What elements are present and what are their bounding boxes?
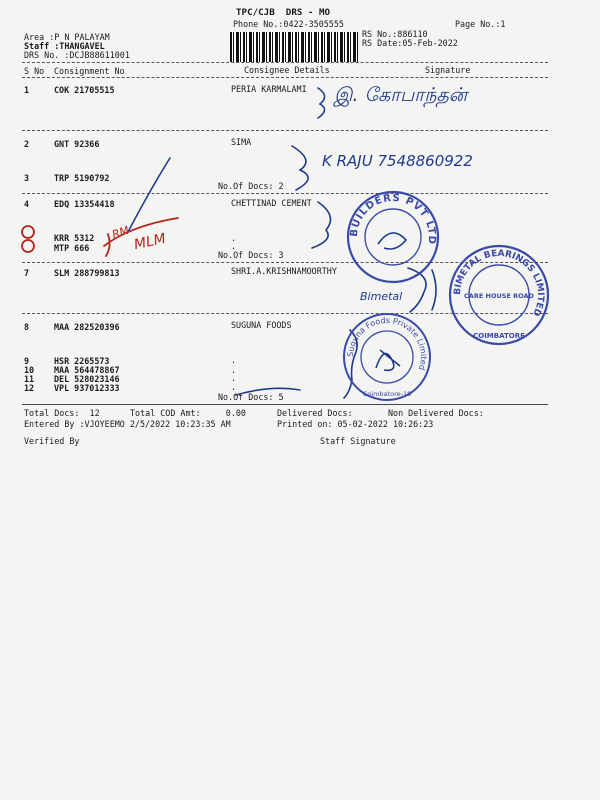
stamp-city-text: COIMBATORE <box>473 332 525 340</box>
row-sno: 7 <box>24 268 30 278</box>
bracket-mark <box>292 146 308 190</box>
red-circle-mark <box>22 240 34 252</box>
row-sno: 1 <box>24 85 30 95</box>
bracket-mark <box>312 202 331 248</box>
row-consignment: EDQ 13354418 <box>54 199 115 209</box>
printed-on: Printed on: 05-02-2022 10:26:23 <box>277 419 434 429</box>
non-delivered-docs: Non Delivered Docs: <box>388 408 484 418</box>
area-field: Area :P N PALAYAM <box>24 32 110 42</box>
row-sno: 3 <box>24 173 30 183</box>
row-consignee: SIMA <box>231 137 252 147</box>
row-consignee: SHRI.A.KRISHNAMOORTHY <box>231 266 337 276</box>
pen-stroke <box>236 388 300 395</box>
row-sno: 2 <box>24 139 30 149</box>
row-sno: 9 <box>24 356 30 366</box>
group-doc-count: No.Of Docs: 2 <box>218 181 284 191</box>
row-consignee: CHETTINAD CEMENT <box>231 198 312 208</box>
staff-field: Staff :THANGAVEL <box>24 41 105 51</box>
row-sno: 10 <box>24 365 35 375</box>
stamp-ring-text: BIMETAL BEARINGS LIMITED <box>452 248 546 318</box>
row-sno: 12 <box>24 383 35 393</box>
document-title: TPC/CJB DRS - MO <box>236 7 331 18</box>
suguna-foods-stamp <box>340 310 434 404</box>
col-consignee-header: Consignee Details <box>244 65 330 75</box>
row-consignee: . <box>231 365 237 375</box>
page-number: Page No.:1 <box>455 19 506 29</box>
stamp-city-text: Coimbatore-18 <box>362 390 412 398</box>
drs-number: DRS No. :DCJB88611001 <box>24 50 130 60</box>
verified-by: Verified By <box>24 436 80 446</box>
row-consignee: . <box>231 373 237 383</box>
bimetal-bearings-stamp <box>446 242 552 348</box>
svg-text:BUILDERS PVT LTD <box>349 193 437 246</box>
total-docs: Total Docs: 12 <box>24 408 100 418</box>
handwritten-red-mlm: MLM <box>132 230 168 254</box>
handwritten-red-rm: RM <box>110 223 131 242</box>
handwritten-tamil-signature: இ. கோபாந்தன் <box>334 84 468 106</box>
row-consignment: VPL 937012333 <box>54 383 120 393</box>
rs-number: RS No.:886110 <box>362 29 428 39</box>
bracket-mark <box>318 88 325 118</box>
red-circle-mark <box>22 226 34 238</box>
row-sno: 11 <box>24 374 35 384</box>
row-consignment: DEL 528023146 <box>54 374 120 384</box>
row-consignee: . <box>231 233 237 243</box>
row-consignment: SLM 288799813 <box>54 268 120 278</box>
row-consignment: TRP 5190792 <box>54 173 110 183</box>
row-sno: 4 <box>24 199 30 209</box>
col-sno-header: S No <box>24 66 45 76</box>
total-cod: Total COD Amt: 0.00 <box>130 408 246 418</box>
builders-stamp <box>344 188 442 286</box>
row-consignment: MTP 666 <box>54 243 90 253</box>
row-consignment: GNT 92366 <box>54 139 100 149</box>
col-signature-header: Signature <box>425 65 471 75</box>
row-consignee: . <box>231 241 237 251</box>
group-doc-count: No.Of Docs: 5 <box>218 392 284 402</box>
rs-date: RS Date:05-Feb-2022 <box>362 38 458 48</box>
stamp-ring-text: Suguna Foods Private Limited <box>345 315 429 372</box>
row-consignee: . <box>231 355 237 365</box>
group-doc-count: No.Of Docs: 3 <box>218 250 284 260</box>
row-sno: 8 <box>24 322 30 332</box>
row-consignee: . <box>231 382 237 392</box>
entered-by: Entered By :VJOYEEMO 2/5/2022 10:23:35 AM <box>24 419 231 429</box>
handwritten-phone-note: K RAJU 7548860922 <box>322 152 473 170</box>
row-consignment: MAA 564478867 <box>54 365 120 375</box>
delivered-docs: Delivered Docs: <box>277 408 353 418</box>
col-consignment-header: Consignment No <box>54 66 125 76</box>
phone-number: Phone No.:0422-3505555 <box>233 19 344 29</box>
row-consignment: MAA 282520396 <box>54 322 120 332</box>
stamp-ring-text: BUILDERS PVT LTD <box>348 192 438 246</box>
row-consignment: HSR 2265573 <box>54 356 110 366</box>
row-consignment: KRR 5312 <box>54 233 95 243</box>
staff-signature-label: Staff Signature <box>320 436 396 446</box>
handwritten-bimetal: Bimetal <box>360 290 403 303</box>
row-consignee: PERIA KARMALAMI <box>231 84 307 94</box>
row-consignee: SUGUNA FOODS <box>231 320 292 330</box>
stamp-inner-text: CARE HOUSE ROAD <box>464 292 534 300</box>
row-consignment: COK 21705515 <box>54 85 115 95</box>
